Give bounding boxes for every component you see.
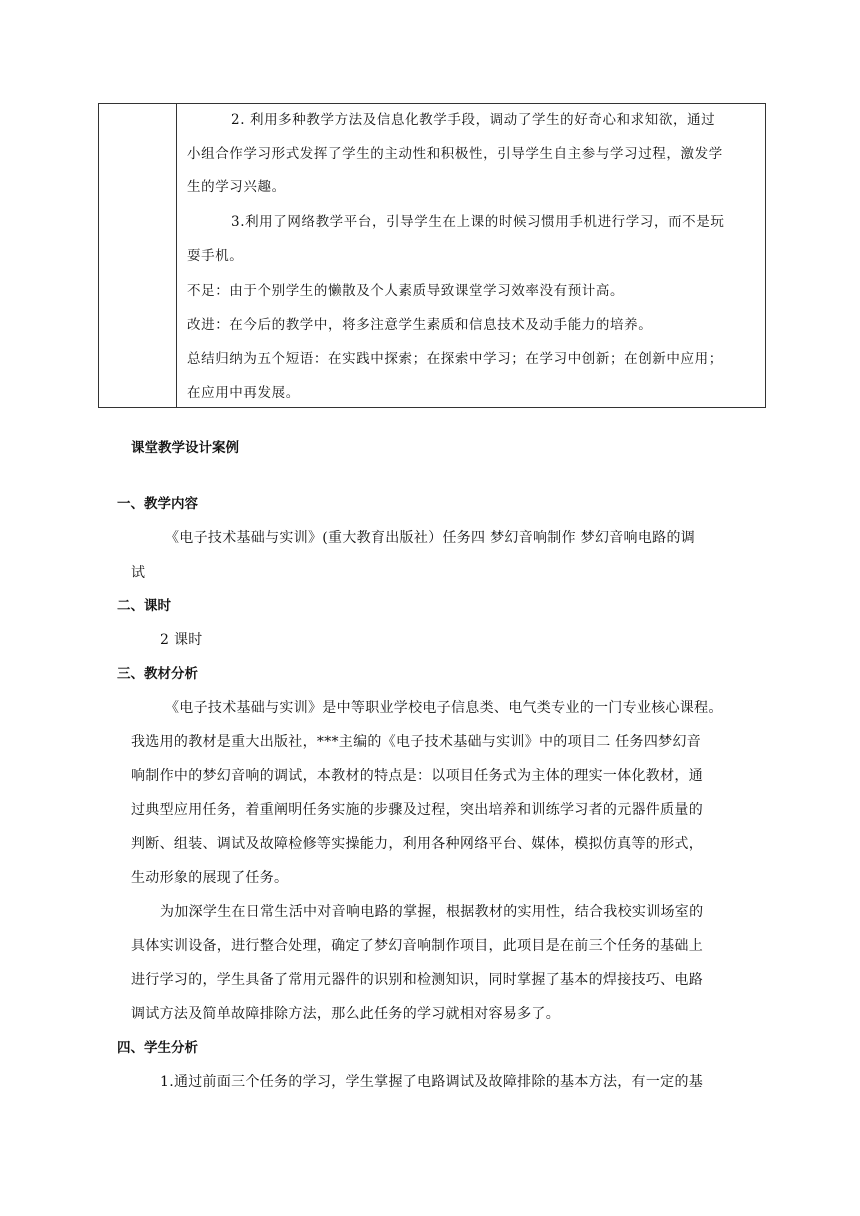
- paragraph-line: 1.通过前面三个任务的学习，学生掌握了电路调试及故障排除的基本方法，有一定的基: [160, 1074, 704, 1090]
- paragraph-line: 《电子技术基础与实训》(重大教育出版社）任务四 梦幻音响制作 梦幻音响电路的调: [165, 530, 696, 546]
- section-heading: 三、教材分析: [117, 666, 198, 682]
- paragraph-line: 具体实训设备，进行整合处理，确定了梦幻音响制作项目，此项目是在前三个任务的基础上: [131, 938, 703, 954]
- table-line: 2. 利用多种教学方法及信息化教学手段，调动了学生的好奇心和求知欲，通过: [231, 112, 716, 128]
- table-line: 在应用中再发展。: [187, 385, 300, 401]
- paragraph-line: 2 课时: [160, 632, 203, 648]
- table-line: 小组合作学习形式发挥了学生的主动性和积极性，引导学生自主参与学习过程，激发学: [187, 146, 723, 162]
- section-heading: 一、教学内容: [117, 496, 198, 512]
- table-line: 生的学习兴趣。: [187, 179, 286, 195]
- paragraph-line: 我选用的教材是重大出版社，***主编的《电子技术基础与实训》中的项目二 任务四梦幻音: [131, 734, 702, 750]
- paragraph-line: 试: [131, 565, 146, 581]
- section-heading: 二、课时: [117, 598, 171, 614]
- doc-title: 课堂教学设计案例: [131, 440, 239, 456]
- table-line: 3.利用了网络教学平台，引导学生在上课的时候习惯用手机进行学习，而不是玩: [231, 214, 725, 230]
- table-line: 耍手机。: [187, 248, 244, 264]
- table-line: 不足：由于个别学生的懒散及个人素质导致课堂学习效率没有预计高。: [187, 283, 625, 299]
- table-column-divider: [176, 104, 177, 407]
- paragraph-line: 响制作中的梦幻音响的调试，本教材的特点是：以项目任务式为主体的理实一体化教材，通: [131, 768, 703, 784]
- table-line: 总结归纳为五个短语：在实践中探索；在探索中学习；在学习中创新；在创新中应用；: [187, 351, 723, 367]
- table-line: 改进：在今后的教学中，将多注意学生素质和信息技术及动手能力的培养。: [187, 317, 653, 333]
- paragraph-line: 《电子技术基础与实训》是中等职业学校电子信息类、电气类专业的一门专业核心课程。: [165, 700, 723, 716]
- paragraph-line: 判断、组装、调试及故障检修等实操能力，利用各种网络平台、媒体，模拟仿真等的形式，: [131, 836, 703, 852]
- section-heading: 四、学生分析: [117, 1040, 198, 1056]
- paragraph-line: 调试方法及简单故障排除方法，那么此任务的学习就相对容易多了。: [131, 1006, 560, 1022]
- paragraph-line: 进行学习的，学生具备了常用元器件的识别和检测知识，同时掌握了基本的焊接技巧、电路: [131, 972, 703, 988]
- paragraph-line: 过典型应用任务，着重阐明任务实施的步骤及过程，突出培养和训练学习者的元器件质量的: [131, 802, 703, 818]
- paragraph-line: 生动形象的展现了任务。: [131, 870, 289, 886]
- paragraph-line: 为加深学生在日常生活中对音响电路的掌握，根据教材的实用性，结合我校实训场室的: [160, 904, 704, 920]
